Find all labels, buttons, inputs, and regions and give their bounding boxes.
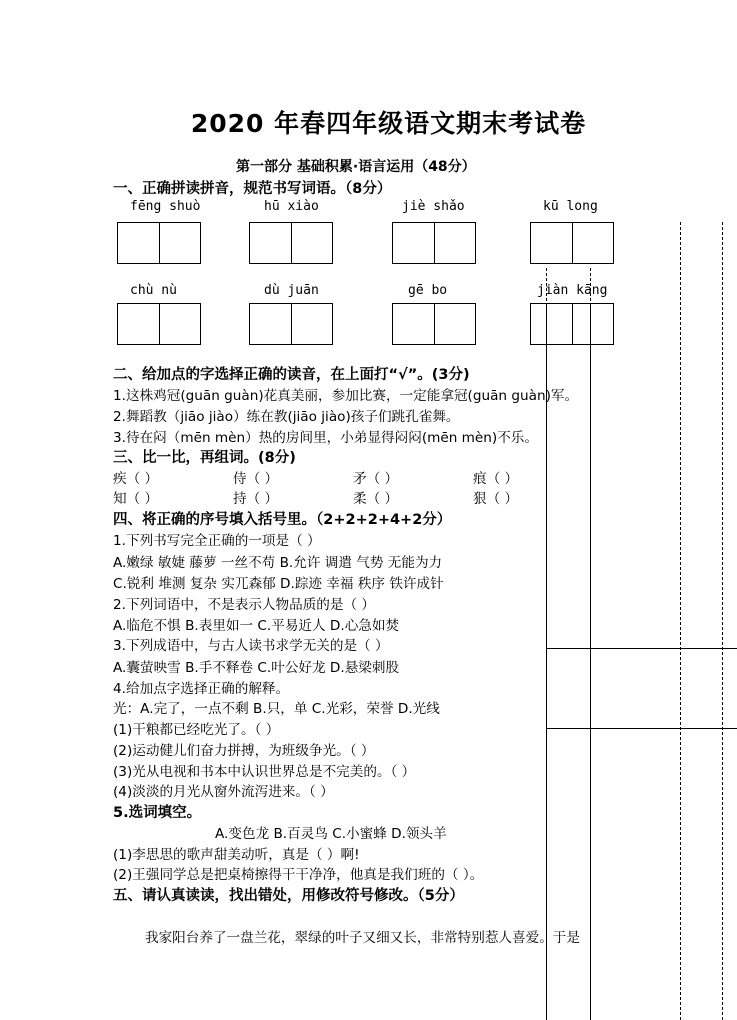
answer-box[interactable]	[249, 303, 333, 345]
section-5-heading: 五、请认真读读，找出错处，用修改符号修改。（5分）	[113, 888, 464, 904]
option-line: A.嫩绿 敏婕 藤萝 一丝不苟 B.允许 调遣 气势 无能为力	[113, 555, 443, 571]
part-one-heading: 第一部分 基础积累·语言运用（48分）	[236, 159, 476, 175]
margin-line	[590, 306, 591, 1020]
margin-rule	[546, 648, 737, 649]
word-item: 矛（ ）	[353, 471, 399, 487]
question-line: (2)王强同学总是把桌椅擦得干干净净，他真是我们班的（ ）。	[113, 867, 484, 883]
question-line: (4)淡淡的月光从窗外流泻进来。（ ）	[113, 784, 334, 800]
pinyin-label: hū xiào	[264, 199, 319, 214]
pinyin-label: fēng shuò	[130, 199, 201, 214]
section-2-heading: 二、给加点的字选择正确的读音，在上面打“√”。(3分)	[113, 367, 470, 383]
pinyin-label: kū long	[543, 199, 598, 214]
pinyin-label: gē bo	[408, 283, 448, 298]
margin-dashed-line	[590, 268, 591, 306]
option-line: A.囊萤映雪 B.手不释卷 C.叶公好龙 D.悬梁刺股	[113, 660, 400, 676]
section-1-heading: 一、正确拼读拼音，规范书写词语。（8分）	[113, 181, 392, 197]
option-line: A.临危不惧 B.表里如一 C.平易近人 D.心急如焚	[113, 618, 400, 634]
answer-box[interactable]	[530, 222, 614, 264]
margin-rule	[546, 728, 737, 729]
question-line: 3.下列成语中，与古人读书求学无关的是（ ）	[113, 638, 389, 654]
section-3-heading: 三、比一比，再组词。(8分)	[113, 450, 296, 466]
pinyin-label: chù nù	[130, 283, 177, 298]
word-item: 痕（ ）	[473, 471, 519, 487]
question-line: 1.下列书写完全正确的一项是（ ）	[113, 533, 321, 549]
pinyin-label: jiè shǎo	[402, 199, 465, 214]
question-line: (2)运动健儿们奋力拼搏，为班级争光。（ ）	[113, 743, 375, 759]
answer-box[interactable]	[117, 222, 201, 264]
question-line: (1)干粮都已经吃光了。（ ）	[113, 722, 280, 738]
option-line: A.变色龙 B.百灵鸟 C.小蜜蜂 D.领头羊	[215, 826, 447, 842]
margin-dashed-line	[722, 222, 723, 1020]
word-item: 侍（ ）	[233, 471, 279, 487]
question-heading: 5.选词填空。	[113, 805, 202, 821]
question-line: 2.下列词语中，不是表示人物品质的是（ ）	[113, 597, 375, 613]
word-item: 柔（ ）	[353, 491, 399, 507]
question-line: 3.待在闷（mēn mèn）热的房间里，小弟显得闷闷(mēn mèn)不乐。	[113, 430, 538, 446]
passage-text: 我家阳台养了一盘兰花，翠绿的叶子又细又长，非常特别惹人喜爱。于是	[145, 930, 580, 946]
answer-box[interactable]	[117, 303, 201, 345]
section-4-heading: 四、将正确的序号填入括号里。（2+2+2+4+2分）	[113, 512, 452, 528]
pinyin-label: dù juān	[264, 283, 319, 298]
answer-box[interactable]	[530, 303, 614, 345]
question-line: 1.这株鸡冠(guān guàn)花真美丽，参加比赛，一定能拿冠(guān guàn)军。	[113, 388, 579, 404]
option-line: C.锐利 堆测 复杂 实兀森郁 D.踪迹 幸福 秩序 铁许成针	[113, 576, 444, 592]
margin-dashed-line	[680, 222, 681, 1020]
answer-box[interactable]	[392, 303, 476, 345]
word-item: 持（ ）	[233, 491, 279, 507]
question-line: (1)李思思的歌声甜美动听，真是（ ）啊!	[113, 847, 360, 863]
pinyin-label: jiàn kāng	[537, 283, 608, 298]
question-line: (3)光从电视和书本中认识世界总是不完美的。（ ）	[113, 764, 416, 780]
margin-line	[546, 306, 547, 1020]
word-item: 狠（ ）	[473, 491, 519, 507]
word-item: 知（ ）	[113, 491, 159, 507]
question-line: 2.舞蹈教（jiāo jiào）练在教(jiāo jiào)孩子们跳孔雀舞。	[113, 409, 460, 425]
word-item: 疾（ ）	[113, 471, 159, 487]
answer-box[interactable]	[392, 222, 476, 264]
question-line: 4.给加点字选择正确的解释。	[113, 681, 290, 697]
answer-box[interactable]	[249, 222, 333, 264]
page-title: 2020 年春四年级语文期末考试卷	[190, 109, 587, 138]
option-line: 光：A.完了，一点不剩 B.只，单 C.光彩，荣誉 D.光线	[113, 701, 440, 717]
margin-dashed-line	[546, 268, 547, 306]
